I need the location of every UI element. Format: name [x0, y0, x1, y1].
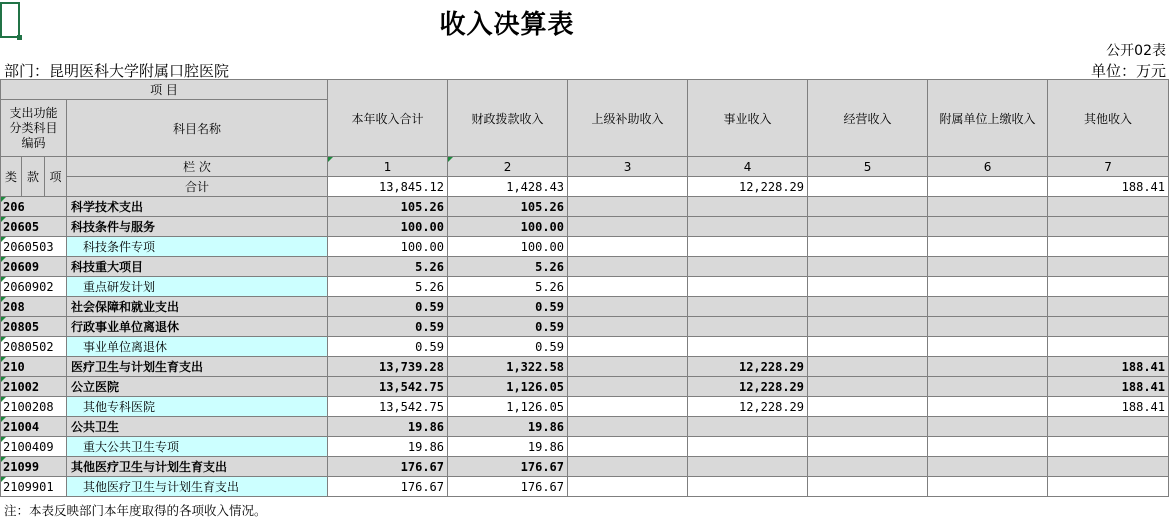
row-value-col-6: [928, 417, 1048, 437]
row-value-col-3: [568, 337, 688, 357]
header-col-4: 事业收入: [688, 80, 808, 157]
row-value-col-1: 0.59: [328, 297, 448, 317]
page-title: 收入决算表: [439, 10, 575, 40]
row-code: 20605: [1, 217, 67, 237]
col-num-1: 1: [328, 157, 448, 177]
row-subject-name: 医疗卫生与计划生育支出: [67, 357, 328, 377]
row-value-col-3: [568, 357, 688, 377]
row-value-col-6: [928, 277, 1048, 297]
row-value-col-7: [1048, 257, 1169, 277]
header-col-label: 栏 次: [67, 157, 328, 177]
row-value-col-4: [688, 337, 808, 357]
total-value: 12,228.29: [688, 177, 808, 197]
row-subject-name: 重点研发计划: [67, 277, 328, 297]
row-value-col-6: [928, 477, 1048, 497]
row-value-col-5: [808, 297, 928, 317]
row-value-col-5: [808, 337, 928, 357]
row-value-col-2: 176.67: [448, 477, 568, 497]
row-value-col-1: 5.26: [328, 277, 448, 297]
row-value-col-6: [928, 257, 1048, 277]
header-lei: 类: [1, 157, 22, 197]
row-value-col-6: [928, 337, 1048, 357]
row-value-col-5: [808, 197, 928, 217]
row-subject-name: 其他医疗卫生与计划生育支出: [67, 477, 328, 497]
row-value-col-3: [568, 297, 688, 317]
row-value-col-2: 5.26: [448, 257, 568, 277]
row-value-col-2: 1,126.05: [448, 397, 568, 417]
row-value-col-2: 1,322.58: [448, 357, 568, 377]
table-row: [1, 297, 1169, 317]
row-value-col-1: 105.26: [328, 197, 448, 217]
row-value-col-1: 176.67: [328, 457, 448, 477]
department-label: 部门：昆明医科大学附属口腔医院: [4, 62, 230, 80]
table-row: [1, 397, 1169, 417]
row-value-col-7: 188.41: [1048, 397, 1169, 417]
row-value-col-2: 100.00: [448, 237, 568, 257]
row-subject-name: 公共卫生: [67, 417, 328, 437]
row-value-col-3: [568, 397, 688, 417]
row-value-col-5: [808, 237, 928, 257]
row-value-col-3: [568, 417, 688, 437]
row-value-col-6: [928, 317, 1048, 337]
row-value-col-6: [928, 217, 1048, 237]
row-subject-name: 公立医院: [67, 377, 328, 397]
total-value: [928, 177, 1048, 197]
row-subject-name: 其他医疗卫生与计划生育支出: [67, 457, 328, 477]
row-value-col-2: 105.26: [448, 197, 568, 217]
row-value-col-4: [688, 217, 808, 237]
header-kuan: 款: [22, 157, 45, 197]
row-subject-name: 行政事业单位离退休: [67, 317, 328, 337]
row-value-col-5: [808, 317, 928, 337]
table-row: [1, 197, 1169, 217]
row-code: 2080502: [1, 337, 67, 357]
row-code: 20609: [1, 257, 67, 277]
row-value-col-1: 13,542.75: [328, 397, 448, 417]
row-value-col-1: 176.67: [328, 477, 448, 497]
row-value-col-1: 19.86: [328, 437, 448, 457]
row-value-col-7: [1048, 477, 1169, 497]
row-subject-name: 科技重大项目: [67, 257, 328, 277]
row-code: 208: [1, 297, 67, 317]
row-value-col-1: 100.00: [328, 237, 448, 257]
row-value-col-5: [808, 417, 928, 437]
row-code: 2109901: [1, 477, 67, 497]
header-project: 项 目: [1, 80, 328, 100]
total-value: [808, 177, 928, 197]
row-value-col-1: 19.86: [328, 417, 448, 437]
row-value-col-1: 100.00: [328, 217, 448, 237]
row-value-col-3: [568, 237, 688, 257]
row-subject-name: 重大公共卫生专项: [67, 437, 328, 457]
row-value-col-3: [568, 477, 688, 497]
row-value-col-6: [928, 197, 1048, 217]
table-row: [1, 317, 1169, 337]
row-value-col-1: 13,739.28: [328, 357, 448, 377]
row-subject-name: 事业单位离退休: [67, 337, 328, 357]
row-value-col-3: [568, 257, 688, 277]
row-subject-name: 科技条件与服务: [67, 217, 328, 237]
row-value-col-5: [808, 257, 928, 277]
row-value-col-4: [688, 477, 808, 497]
row-value-col-7: [1048, 237, 1169, 257]
row-value-col-4: [688, 437, 808, 457]
row-value-col-5: [808, 277, 928, 297]
row-subject-name: 科学技术支出: [67, 197, 328, 217]
table-row: [1, 337, 1169, 357]
row-value-col-7: [1048, 297, 1169, 317]
row-value-col-7: [1048, 217, 1169, 237]
table-code: 公开02表: [1106, 43, 1166, 59]
row-value-col-3: [568, 457, 688, 477]
row-value-col-5: [808, 437, 928, 457]
row-value-col-5: [808, 377, 928, 397]
header-func-code: 支出功能分类科目编码: [1, 100, 67, 157]
row-value-col-7: [1048, 417, 1169, 437]
row-code: 21004: [1, 417, 67, 437]
total-value: 1,428.43: [448, 177, 568, 197]
col-num-2: 2: [448, 157, 568, 177]
header-col-1: 本年收入合计: [328, 80, 448, 157]
row-value-col-2: 0.59: [448, 317, 568, 337]
row-code: 2100409: [1, 437, 67, 457]
row-value-col-2: 100.00: [448, 217, 568, 237]
row-value-col-4: [688, 317, 808, 337]
row-value-col-6: [928, 297, 1048, 317]
row-value-col-4: [688, 257, 808, 277]
row-value-col-3: [568, 377, 688, 397]
header-col-6: 附属单位上缴收入: [928, 80, 1048, 157]
row-value-col-3: [568, 317, 688, 337]
total-value: 13,845.12: [328, 177, 448, 197]
row-value-col-2: 176.67: [448, 457, 568, 477]
row-value-col-4: 12,228.29: [688, 377, 808, 397]
row-code: 210: [1, 357, 67, 377]
header-col-5: 经营收入: [808, 80, 928, 157]
row-value-col-7: [1048, 437, 1169, 457]
table-row: [1, 477, 1169, 497]
header-subject-name: 科目名称: [67, 100, 328, 157]
row-value-col-6: [928, 457, 1048, 477]
header-col-3: 上级补助收入: [568, 80, 688, 157]
row-value-col-7: [1048, 197, 1169, 217]
table-row: [1, 377, 1169, 397]
row-value-col-7: [1048, 457, 1169, 477]
row-value-col-3: [568, 217, 688, 237]
table-row: [1, 217, 1169, 237]
row-value-col-1: 5.26: [328, 257, 448, 277]
row-value-col-7: [1048, 277, 1169, 297]
income-table: [0, 79, 1169, 497]
row-value-col-4: 12,228.29: [688, 357, 808, 377]
col-num-3: 3: [568, 157, 688, 177]
row-value-col-2: 19.86: [448, 417, 568, 437]
table-row: [1, 357, 1169, 377]
col-num-7: 7: [1048, 157, 1169, 177]
row-value-col-2: 0.59: [448, 337, 568, 357]
row-value-col-7: 188.41: [1048, 357, 1169, 377]
header-xiang: 项: [45, 157, 67, 197]
row-value-col-2: 19.86: [448, 437, 568, 457]
table-row: [1, 437, 1169, 457]
row-value-col-7: [1048, 317, 1169, 337]
row-value-col-4: 12,228.29: [688, 397, 808, 417]
row-value-col-6: [928, 377, 1048, 397]
row-value-col-4: [688, 417, 808, 437]
row-value-col-5: [808, 357, 928, 377]
total-label: 合计: [67, 177, 328, 197]
table-row: [1, 277, 1169, 297]
row-code: 21099: [1, 457, 67, 477]
col-num-5: 5: [808, 157, 928, 177]
row-code: 2060503: [1, 237, 67, 257]
row-value-col-1: 0.59: [328, 317, 448, 337]
row-value-col-5: [808, 477, 928, 497]
col-num-6: 6: [928, 157, 1048, 177]
row-value-col-6: [928, 437, 1048, 457]
table-row: [1, 257, 1169, 277]
row-value-col-1: 0.59: [328, 337, 448, 357]
total-value: [568, 177, 688, 197]
row-value-col-4: [688, 237, 808, 257]
row-value-col-3: [568, 437, 688, 457]
row-subject-name: 其他专科医院: [67, 397, 328, 417]
row-subject-name: 社会保障和就业支出: [67, 297, 328, 317]
row-value-col-4: [688, 197, 808, 217]
row-value-col-3: [568, 197, 688, 217]
row-value-col-4: [688, 457, 808, 477]
col-num-4: 4: [688, 157, 808, 177]
row-value-col-6: [928, 237, 1048, 257]
row-value-col-4: [688, 297, 808, 317]
row-value-col-2: 5.26: [448, 277, 568, 297]
unit-label: 单位：万元: [1090, 62, 1166, 80]
row-code: 2060902: [1, 277, 67, 297]
row-code: 206: [1, 197, 67, 217]
footnote: 注：本表反映部门本年度取得的各项收入情况。: [4, 503, 267, 518]
row-value-col-4: [688, 277, 808, 297]
table-row: [1, 237, 1169, 257]
row-value-col-2: 0.59: [448, 297, 568, 317]
row-value-col-5: [808, 217, 928, 237]
row-subject-name: 科技条件专项: [67, 237, 328, 257]
row-value-col-5: [808, 457, 928, 477]
row-value-col-5: [808, 397, 928, 417]
row-value-col-2: 1,126.05: [448, 377, 568, 397]
header-col-7: 其他收入: [1048, 80, 1169, 157]
header-col-2: 财政拨款收入: [448, 80, 568, 157]
row-code: 21002: [1, 377, 67, 397]
row-code: 20805: [1, 317, 67, 337]
row-value-col-7: 188.41: [1048, 377, 1169, 397]
table-row: [1, 417, 1169, 437]
total-row: [1, 177, 1169, 197]
table-row: [1, 457, 1169, 477]
row-value-col-1: 13,542.75: [328, 377, 448, 397]
row-code: 2100208: [1, 397, 67, 417]
row-value-col-7: [1048, 337, 1169, 357]
row-value-col-6: [928, 357, 1048, 377]
row-value-col-6: [928, 397, 1048, 417]
total-value: 188.41: [1048, 177, 1169, 197]
row-value-col-3: [568, 277, 688, 297]
